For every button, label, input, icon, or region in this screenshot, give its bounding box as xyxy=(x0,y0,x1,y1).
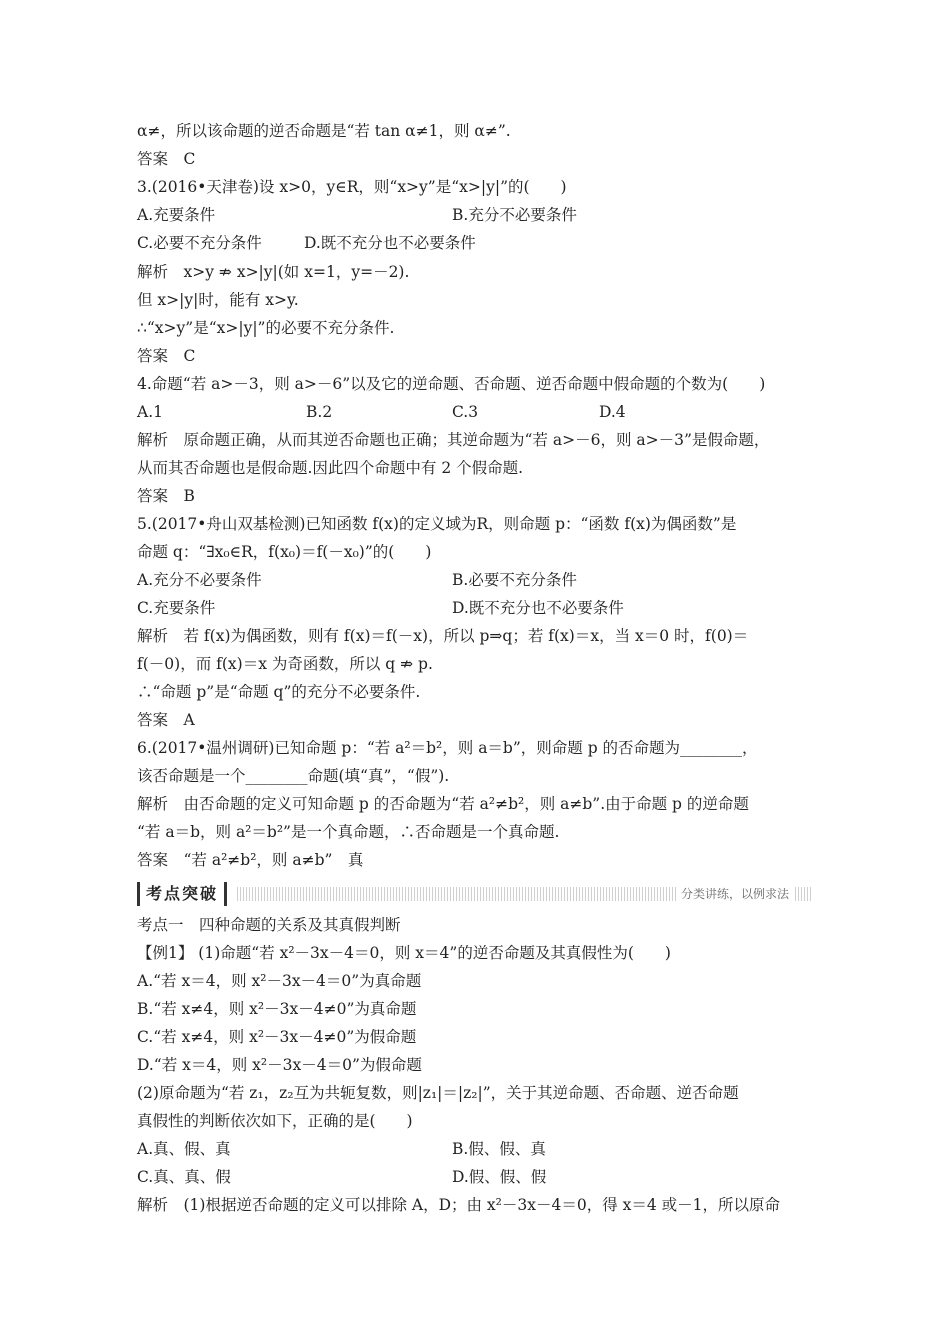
topic-heading: 考点一 四种命题的关系及其真假判断 xyxy=(137,916,401,934)
option-d: D.既不充分也不必要条件 xyxy=(304,234,476,252)
analysis-line: 解析 x>y ⇏ x>|y|(如 x=1，y=－2). xyxy=(137,263,410,281)
option-c: C.真、真、假 xyxy=(137,1168,231,1186)
question-5: 5.(2017•舟山双基检测)已知函数 f(x)的定义域为R，则命题 p：“函数 f(x)为偶函数”是 xyxy=(137,515,737,533)
answer-line: 答案 “若 a²≠b²，则 a≠b” 真 xyxy=(137,851,364,869)
option-b: B.“若 x≠4，则 x²－3x－4≠0”为真命题 xyxy=(137,1000,417,1018)
text-line: (2)原命题为“若 z₁，z₂互为共轭复数，则|z₁|＝|z₂|”，关于其逆命题、否命题、逆否命题 xyxy=(137,1084,739,1102)
question-6: 6.(2017•温州调研)已知命题 p：“若 a²＝b²，则 a＝b”，则命题 p 的否命题为________， xyxy=(137,739,758,757)
text-line: α≠，所以该命题的逆否命题是“若 tan α≠1，则 α≠”. xyxy=(137,122,511,140)
option-b: B.必要不充分条件 xyxy=(452,571,577,589)
option-a: A.1 xyxy=(137,403,163,421)
answer-line: 答案 C xyxy=(137,150,196,168)
section-subtitle: 分类讲练，以例求法 xyxy=(677,885,793,903)
option-d: D.既不充分也不必要条件 xyxy=(452,599,624,617)
analysis-line: 解析 若 f(x)为偶函数，则有 f(x)＝f(－x)，所以 p⇒q；若 f(x)＝x，当 x＝0 时，f(0)＝ xyxy=(137,627,749,645)
text-line: 真假性的判断依次如下，正确的是( ) xyxy=(137,1112,413,1130)
option-a: A.充要条件 xyxy=(137,206,216,224)
option-a: A.充分不必要条件 xyxy=(137,571,262,589)
option-d: D.4 xyxy=(599,403,626,421)
option-b: B.假、假、真 xyxy=(452,1140,546,1158)
section-banner xyxy=(137,882,813,908)
answer-line: 答案 C xyxy=(137,347,196,365)
analysis-line: 解析 由否命题的定义可知命题 p 的否命题为“若 a²≠b²，则 a≠b”.由于命题 p 的逆命题 xyxy=(137,795,749,813)
option-c: C.必要不充分条件 xyxy=(137,234,262,252)
option-d: D.“若 x＝4，则 x²－3x－4＝0”为假命题 xyxy=(137,1056,422,1074)
answer-line: 答案 B xyxy=(137,487,195,505)
option-c: C.3 xyxy=(452,403,479,421)
text-line: 但 x>|y|时，能有 x>y. xyxy=(137,291,299,309)
option-b: B.2 xyxy=(306,403,333,421)
text-line: ∴“x>y”是“x>|y|”的必要不充分条件. xyxy=(137,319,395,337)
question-4: 4.命题“若 a>－3，则 a>－6”以及它的逆命题、否命题、逆否命题中假命题的个数为( ) xyxy=(137,375,766,393)
option-c: C.“若 x≠4，则 x²－3x－4≠0”为假命题 xyxy=(137,1028,417,1046)
text-line: 命题 q：“∃x₀∈R，f(x₀)＝f(－x₀)”的( ) xyxy=(137,543,432,561)
section-title: 考点突破 xyxy=(137,882,227,906)
option-a: A.真、假、真 xyxy=(137,1140,231,1158)
text-line: f(－0)，而 f(x)＝x 为奇函数，所以 q ⇏ p. xyxy=(137,655,433,673)
option-c: C.充要条件 xyxy=(137,599,216,617)
option-d: D.假、假、假 xyxy=(452,1168,547,1186)
analysis-line: 解析 原命题正确，从而其逆否命题也正确；其逆命题为“若 a>－6，则 a>－3”是假命题， xyxy=(137,431,770,449)
analysis-line: 解析 (1)根据逆否命题的定义可以排除 A，D；由 x²－3x－4＝0，得 x＝4 或－1，所以原命 xyxy=(137,1196,781,1214)
text-line: 该否命题是一个________命题(填“真”，“假”). xyxy=(137,767,450,785)
text-line: ∴“命题 p”是“命题 q”的充分不必要条件. xyxy=(137,683,421,701)
answer-line: 答案 A xyxy=(137,711,195,729)
option-b: B.充分不必要条件 xyxy=(452,206,577,224)
question-3: 3.(2016•天津卷)设 x>0，y∈R，则“x>y”是“x>|y|”的( ) xyxy=(137,178,567,196)
option-a: A.“若 x＝4，则 x²－3x－4＝0”为真命题 xyxy=(137,972,422,990)
text-line: 从而其否命题也是假命题.因此四个命题中有 2 个假命题. xyxy=(137,459,524,477)
text-line: “若 a＝b，则 a²＝b²”是一个真命题，∴否命题是一个真命题. xyxy=(137,823,560,841)
example-1: 【例1】 (1)命题“若 x²－3x－4＝0，则 x＝4”的逆否命题及其真假性为( ) xyxy=(137,944,671,962)
